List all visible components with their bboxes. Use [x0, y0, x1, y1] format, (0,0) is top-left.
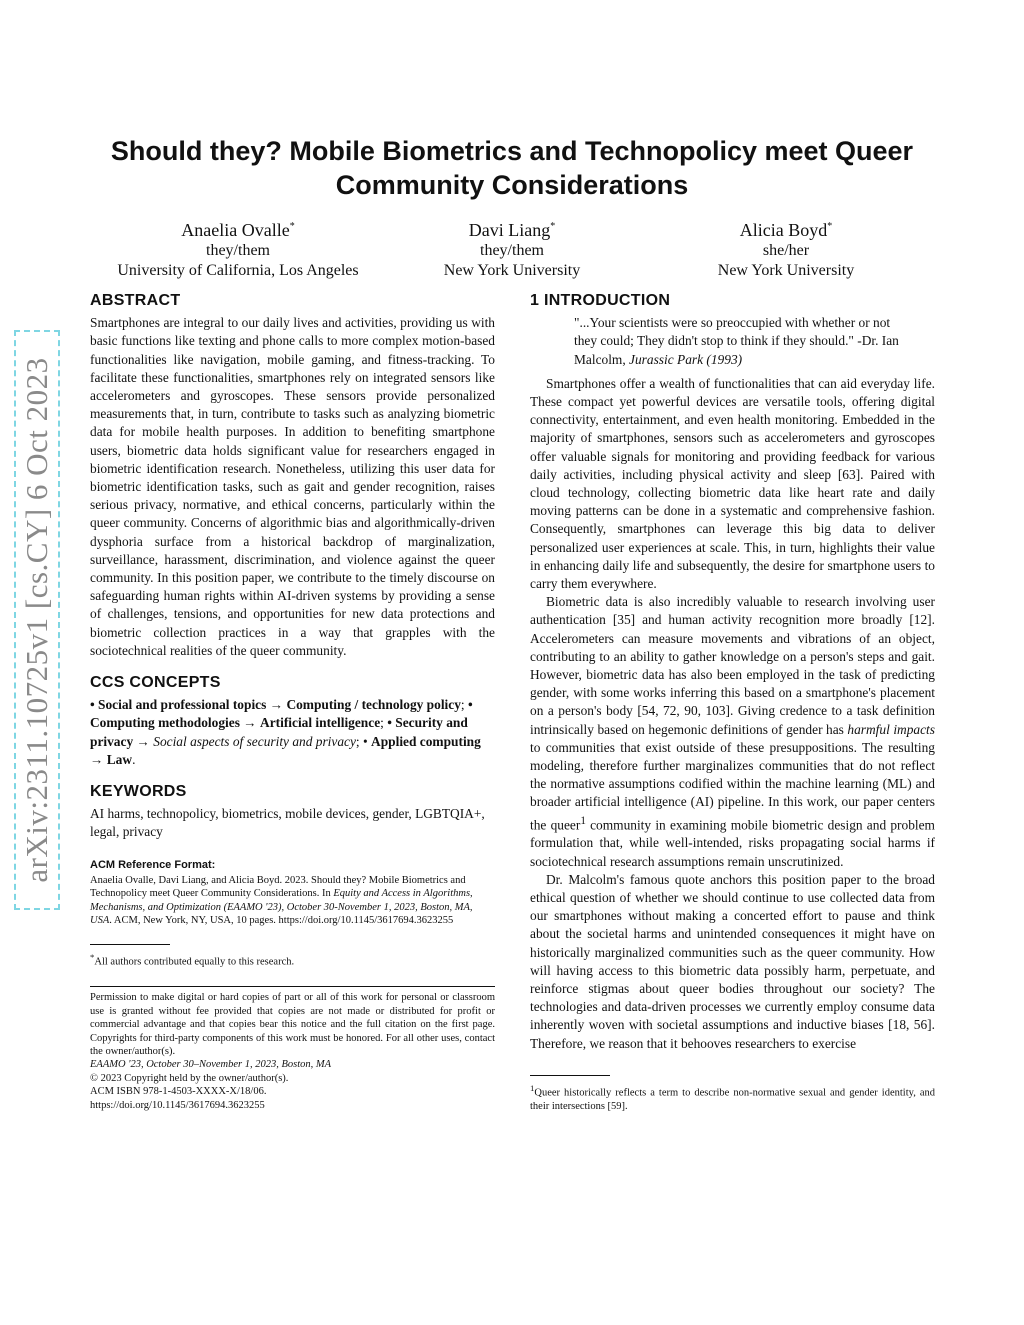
- acm-reference-venue: Equity and Access in Algorithms, Mechanisms, and Optimization (EAAMO '23), October 30-November 1, 2023, Boston, MA, USA: [90, 888, 473, 927]
- author-block: [362, 216, 662, 281]
- keywords-heading: KEYWORDS: [90, 783, 187, 801]
- quote-text: "...Your scientists were so preoccupied with whether or not they could; They didn't stop to think if they should." -Dr. Ian Malcolm,: [574, 315, 899, 367]
- arxiv-id-text: arXiv:2311.10725v1 [cs.CY] 6 Oct 2023: [19, 357, 54, 883]
- ccs-separator: ;: [380, 715, 384, 731]
- epigraph-quote: [574, 314, 909, 369]
- ccs-term: • Security and privacy: [90, 715, 468, 749]
- quote-source: Jurassic Park (1993): [629, 351, 743, 367]
- footnote-mark: *: [90, 951, 95, 962]
- author-affiliation: New York University: [443, 262, 581, 279]
- intro-paragraph: Smartphones offer a wealth of functionalities that can aid everyday life. These compact yet powerful devices are versatile tools, offering digital connectivity, entertainment, and even health monitoring. Embedded in the majority of smartphones, sensors such as accelerometers and gyroscopes offer valuable signals for monitoring and providing feedback for various daily activities, including physical activity and sleep [63]. Paired with cloud technology, collecting biometric data like heart rate and daily moving patterns can be done in a systematic and comprehensive fashion. Consequently, smartphones can leverage this big data to deliver personalized user experiences at scale. This, in turn, highlights their value in enhancing daily life and subsequently, the desire for smartphone users to carry them everywhere.: [530, 375, 935, 592]
- ccs-term: • Computing methodologies: [90, 697, 473, 731]
- acm-reference-label: ACM Reference Format:: [90, 858, 216, 871]
- permission-copyright: © 2023 Copyright held by the owner/author(s).: [90, 1072, 289, 1084]
- ccs-term-italic: Social aspects of security and privacy: [153, 733, 356, 749]
- ccs-term: • Social and professional topics: [90, 697, 267, 713]
- permission-venue: [90, 1058, 495, 1071]
- ccs-arrow: →: [269, 697, 284, 713]
- acm-reference-part: Anaelia Ovalle, Davi Liang, and Alicia Boyd. 2023. Should they? Mobile Biometrics and Technopolicy meet Queer Community Considerations. In: [90, 874, 466, 900]
- intro-paragraph: [530, 593, 935, 871]
- ccs-term: Applied computing: [371, 733, 481, 749]
- acm-reference-text: [90, 874, 495, 928]
- footnote-rule: [530, 1075, 610, 1076]
- ccs-separator: ;: [460, 697, 465, 713]
- arxiv-identifier-stamp: [14, 330, 60, 910]
- footnote-text: Queer historically reflects a term to describe non-normative sexual and gender identity, and their intersections [59].: [530, 1087, 935, 1112]
- ccs-heading: CCS CONCEPTS: [90, 674, 221, 692]
- author-mark: *: [550, 221, 556, 232]
- permission-rule: [90, 986, 495, 987]
- author-pronouns: she/her: [762, 242, 810, 259]
- abstract-heading: ABSTRACT: [90, 292, 181, 309]
- acm-reference-part: . ACM, New York, NY, USA, 10 pages. https://doi.org/10.1145/3617694.3623255: [109, 915, 454, 927]
- keywords-text: AI harms, technopolicy, biometrics, mobile devices, gender, LGBTQIA+, legal, privacy: [90, 806, 485, 840]
- ccs-arrow: →: [90, 751, 104, 767]
- paragraph-part: Biometric data is also incredibly valuable to research involving user authentication [35] and human activity recognition more broadly [12]. Accelerometers can measure movements and vibrations of an object, contributing to an ability to gather knowledge on a person's steps and gait. However, biometric data has also been employed in the task of predicting gender, with some works inferring this based on a smartphone's placement on a person's body [54, 72, 90, 103]. Giving credence to a task definition intrinsically based on hegemonic definitions of gender has: [530, 594, 935, 737]
- right-column: [530, 288, 935, 1113]
- author-pronouns: they/them: [480, 242, 544, 259]
- author-block: [88, 216, 388, 281]
- abstract-text: Smartphones are integral to our daily lives and activities, providing us with basic functions like texting and phone calls to more complex motion-based functionalities like navigation, mobile gaming, and fitness-tracking. To facilitate these functionalities, smartphones rely on integrated sensors like accelerometers and gyroscopes. These sensors provide personalized measurements that, in turn, contribute to tasks such as analyzing biometric data for mobile health purposes. In addition to benefiting smartphone users, biometric data holds significant value for researchers engaged in biometric identification research. Nonetheless, utilizing this user data for biometric identification tasks, such as gait and gender recognition, raises serious privacy, normative, and ethical concerns, particularly within the queer community. Concerns of algorithmic bias and algorithmically-driven dysphoria surface from a historical backdrop of marginalization, surveillance, harassment, discrimination, and violence against the queer community. In this position paper, we contribute to the timely discourse on safeguarding human rights within AI-driven systems by providing a sense of challenges, tensions, and opportunities for new data protections and biometric collection practices in a way that grapples with the sociotechnical realities of the queer community.: [90, 315, 495, 658]
- permission-doi: https://doi.org/10.1145/3617694.3623255: [90, 1099, 265, 1111]
- ccs-separator: ; •: [355, 733, 368, 749]
- paragraph-part: community in examining mobile biometric design and problem formulation that, while well-intended, risks propagating social harms if sociotechnical research assumptions remain unscrutinized.: [530, 817, 935, 869]
- permission-isbn: ACM ISBN 978-1-4503-XXXX-X/18/06.: [90, 1086, 267, 1098]
- footnote-reference: 1: [580, 814, 586, 827]
- paragraph-part: to communities that exist outside of these presuppositions. The resulting modeling, therefore further marginalizes communities that do not reflect the normative assumptions codified within the machine learning (ML) and broader artificial intelligence (AI) pipeline. In this work, our paper centers the queer: [530, 739, 935, 833]
- ccs-arrow: →: [136, 733, 150, 749]
- author-name: Alicia Boyd: [739, 220, 828, 240]
- author-mark: *: [289, 221, 295, 232]
- introduction-heading: 1 INTRODUCTION: [530, 292, 671, 309]
- author-name: Anaelia Ovalle: [181, 220, 290, 240]
- ccs-arrow: →: [243, 715, 257, 731]
- ccs-term: Computing / technology policy: [286, 697, 461, 713]
- author-name: Davi Liang: [468, 220, 551, 240]
- paragraph-emphasis: harmful impacts: [847, 721, 935, 737]
- ccs-term: Law: [106, 751, 133, 767]
- permission-venue-text: EAAMO '23, October 30–November 1, 2023, Boston, MA: [90, 1059, 332, 1071]
- left-column: [90, 288, 495, 1112]
- author-block: [636, 216, 936, 281]
- ccs-term: Artificial intelligence: [260, 715, 381, 731]
- footnote-authors: [90, 951, 495, 969]
- author-mark: *: [827, 221, 833, 232]
- ccs-separator: .: [132, 751, 136, 767]
- footnote-text: All authors contributed equally to this research.: [94, 956, 295, 968]
- footnote-queer: [530, 1082, 935, 1113]
- permission-text: Permission to make digital or hard copies of part or all of this work for personal or classroom use is granted without fee provided that copies are not made or distributed for profit or commercial advantage and that copies bear this notice and the full citation on the first page. Copyrights for third-party components of this work must be honored. For all other uses, contact the owner/author(s).: [90, 992, 495, 1058]
- author-affiliation: University of California, Los Angeles: [117, 262, 359, 279]
- author-affiliation: New York University: [717, 262, 855, 279]
- ccs-concepts: [90, 696, 495, 769]
- footnote-rule: [90, 944, 170, 945]
- footnote-mark: 1: [530, 1082, 535, 1093]
- intro-paragraph: Dr. Malcolm's famous quote anchors this position paper to the broad ethical question of whether we should continue to use collected data from our smartphones without making a concerted effort to pause and think about the societal harms and unintended consequences it might have on historically marginalized communities such as the queer community. How will having access to this biometric data possibly harm, perpetuate, and reinforce stigmas about queer bodies throughout our society? The technologies and data-driven processes we currently employ consume data inherently woven with societal assumptions and inductive biases [18, 56]. Therefore, we reason that it behooves researchers to exercise: [530, 871, 935, 1051]
- paper-title: Should they? Mobile Biometrics and Technopolicy meet Queer Community Considerations: [110, 136, 914, 200]
- author-pronouns: they/them: [206, 242, 270, 259]
